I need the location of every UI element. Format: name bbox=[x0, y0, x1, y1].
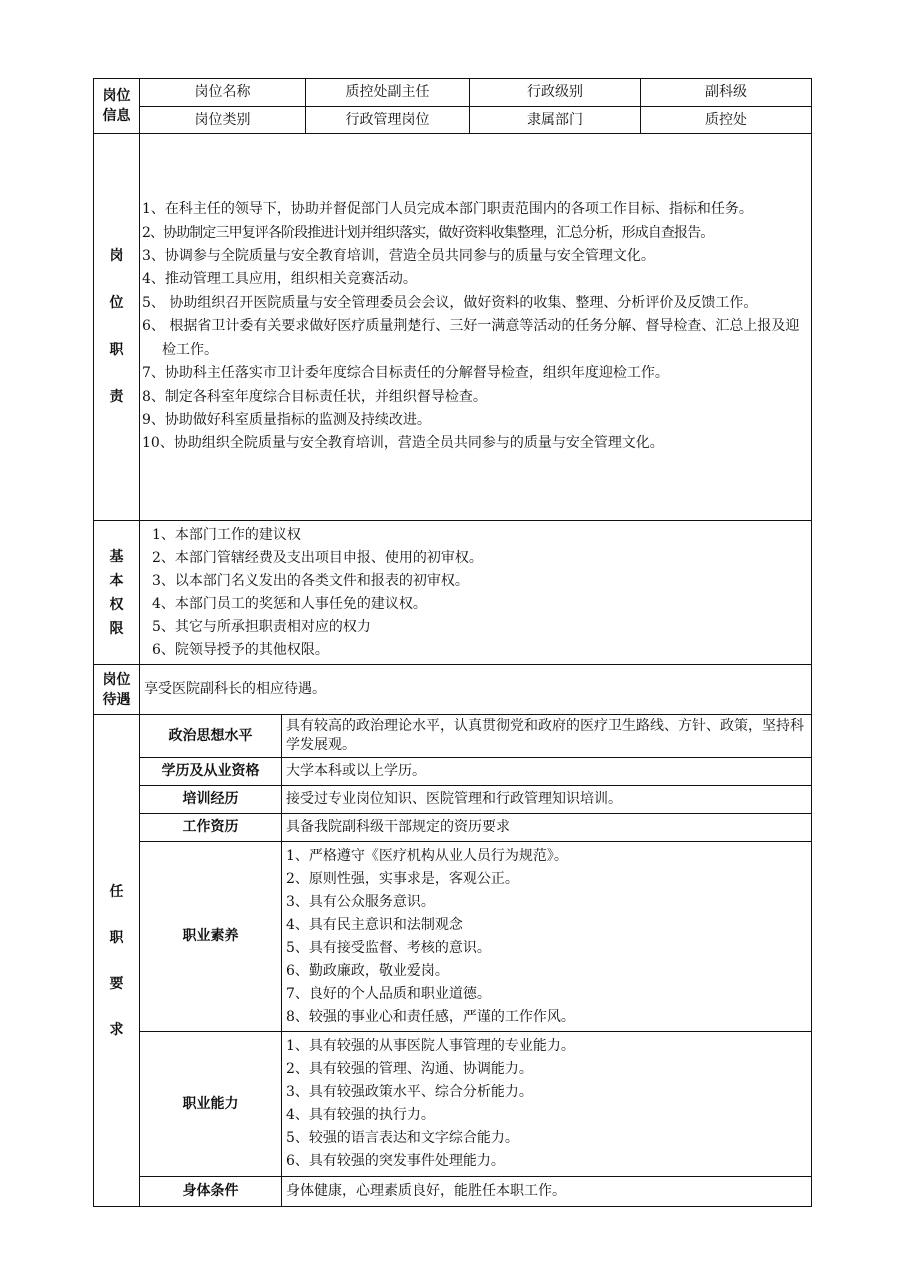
duty-item-4: 4、推动管理工具应用，组织相关竞赛活动。 bbox=[142, 271, 417, 288]
req-literacy-row bbox=[94, 842, 812, 1032]
req-ability-row bbox=[94, 1032, 812, 1177]
duty-item-3: 3、协调参与全院质量与安全教育培训，营造全员共同参与的质量与安全管理文化。 bbox=[142, 248, 655, 265]
info-row-1 bbox=[94, 79, 812, 107]
req-political-row bbox=[94, 715, 812, 758]
physical-text: 身体健康，心理素质良好，能胜任本职工作。 bbox=[282, 1177, 812, 1207]
right-item-5: 5、其它与所承担职责相对应的权力 bbox=[152, 618, 371, 635]
right-item-3: 3、以本部门名义发出的各类文件和报表的初审权。 bbox=[152, 572, 469, 589]
duty-item-8: 8、制定各科室年度综合目标责任状，并组织督导检查。 bbox=[142, 388, 487, 405]
admin-level-label: 行政级别 bbox=[470, 79, 641, 107]
education-label: 学历及从业资格 bbox=[140, 758, 282, 786]
benefits-header-line-1: 岗位 bbox=[102, 671, 131, 688]
position-category-label: 岗位类别 bbox=[140, 107, 306, 134]
duties-header-char-2: 位 bbox=[109, 295, 124, 311]
duty-item-10: 10、协助组织全院质量与安全教育培训，营造全员共同参与的质量与安全管理文化。 bbox=[142, 435, 664, 452]
rights-header bbox=[94, 521, 140, 665]
requirements-header-char-3: 要 bbox=[109, 975, 124, 992]
duties-cell bbox=[140, 134, 812, 521]
info-header-line-2: 信息 bbox=[102, 108, 131, 124]
ability-item-6: 6、具有较强的突发事件处理能力。 bbox=[286, 1153, 505, 1169]
department-value: 质控处 bbox=[641, 107, 812, 134]
duty-item-1: 1、在科主任的领导下，协助并督促部门人员完成本部门职责范围内的各项工作目标、指标和任务。 bbox=[142, 201, 753, 218]
rights-header-char-1: 基 bbox=[109, 548, 124, 565]
ability-item-4: 4、具有较强的执行力。 bbox=[286, 1107, 435, 1123]
duties-header-char-1: 岗 bbox=[109, 248, 124, 264]
rights-cell bbox=[140, 521, 812, 665]
experience-text: 具备我院副科级干部规定的资历要求 bbox=[282, 814, 812, 842]
literacy-item-6: 6、勤政廉政，敬业爱岗。 bbox=[286, 962, 449, 979]
education-text: 大学本科或以上学历。 bbox=[282, 758, 812, 786]
position-name-label: 岗位名称 bbox=[140, 79, 306, 107]
ability-item-5: 5、较强的语言表达和文字综合能力。 bbox=[286, 1130, 519, 1146]
political-text: 具有较高的政治理论水平，认真贯彻党和政府的医疗卫生路线、方针、政策，坚持科学发展观。 bbox=[282, 715, 812, 758]
rights-row bbox=[94, 521, 812, 665]
duties-header-char-4: 责 bbox=[109, 389, 124, 405]
rights-header-char-4: 限 bbox=[109, 620, 124, 637]
duty-item-7: 7、协助科主任落实市卫计委年度综合目标责任的分解督导检查，组织年度迎检工作。 bbox=[142, 365, 669, 382]
literacy-item-8: 8、较强的事业心和责任感，严谨的工作作风。 bbox=[286, 1008, 575, 1025]
requirements-header-char-2: 职 bbox=[109, 929, 124, 946]
experience-label: 工作资历 bbox=[140, 814, 282, 842]
rights-header-char-2: 本 bbox=[109, 572, 124, 589]
literacy-item-4: 4、具有民主意识和法制观念 bbox=[286, 916, 463, 933]
duties-header-char-3: 职 bbox=[109, 342, 124, 358]
requirements-header-char-4: 求 bbox=[109, 1021, 124, 1038]
position-category-value: 行政管理岗位 bbox=[306, 107, 470, 134]
duty-item-6: 6、 根据省卫计委有关要求做好医疗质量荆楚行、三好一满意等活动的任务分解、督导检查、汇总上报及迎检工作。 bbox=[142, 318, 800, 358]
benefits-row bbox=[94, 665, 812, 715]
duties-row bbox=[94, 134, 812, 521]
political-label: 政治思想水平 bbox=[140, 715, 282, 758]
benefits-header-line-2: 待遇 bbox=[102, 691, 131, 708]
ability-item-3: 3、具有较强政策水平、综合分析能力。 bbox=[286, 1084, 533, 1100]
job-description-table bbox=[93, 78, 812, 1207]
right-item-2: 2、本部门管辖经费及支出项目申报、使用的初审权。 bbox=[152, 549, 483, 566]
physical-label: 身体条件 bbox=[140, 1177, 282, 1207]
info-header bbox=[94, 79, 140, 134]
ability-item-2: 2、具有较强的管理、沟通、协调能力。 bbox=[286, 1061, 533, 1077]
benefits-header bbox=[94, 665, 140, 715]
ability-cell bbox=[282, 1032, 812, 1177]
department-label: 隶属部门 bbox=[470, 107, 641, 134]
literacy-item-3: 3、具有公众服务意识。 bbox=[286, 893, 435, 910]
benefits-text: 享受医院副科长的相应待遇。 bbox=[140, 665, 812, 715]
requirements-header bbox=[94, 715, 140, 1207]
duties-header bbox=[94, 134, 140, 521]
literacy-item-1: 1、严格遵守《医疗机构从业人员行为规范》。 bbox=[286, 847, 568, 864]
req-training-row bbox=[94, 786, 812, 814]
job-description-sheet bbox=[93, 78, 811, 1207]
literacy-item-7: 7、良好的个人品质和职业道德。 bbox=[286, 985, 491, 1002]
right-item-6: 6、院领导授予的其他权限。 bbox=[152, 641, 329, 658]
right-item-4: 4、本部门员工的奖惩和人事任免的建议权。 bbox=[152, 595, 427, 612]
training-label: 培训经历 bbox=[140, 786, 282, 814]
req-physical-row bbox=[94, 1177, 812, 1207]
literacy-item-5: 5、具有接受监督、考核的意识。 bbox=[286, 939, 491, 956]
ability-item-1: 1、具有较强的从事医院人事管理的专业能力。 bbox=[286, 1038, 575, 1054]
rights-header-char-3: 权 bbox=[109, 596, 124, 613]
literacy-label: 职业素养 bbox=[140, 842, 282, 1032]
admin-level-value: 副科级 bbox=[641, 79, 812, 107]
literacy-cell bbox=[282, 842, 812, 1032]
ability-label: 职业能力 bbox=[140, 1032, 282, 1177]
literacy-item-2: 2、原则性强，实事求是，客观公正。 bbox=[286, 870, 519, 887]
info-row-2 bbox=[94, 107, 812, 134]
req-experience-row bbox=[94, 814, 812, 842]
duty-item-5: 5、 协助组织召开医院质量与安全管理委员会会议，做好资料的收集、整理、分析评价及反馈工作。 bbox=[142, 294, 758, 311]
req-education-row bbox=[94, 758, 812, 786]
duty-item-9: 9、协助做好科室质量指标的监测及持续改进。 bbox=[142, 411, 431, 428]
requirements-header-char-1: 任 bbox=[109, 883, 124, 900]
position-name-value: 质控处副主任 bbox=[306, 79, 470, 107]
right-item-1: 1、本部门工作的建议权 bbox=[152, 526, 301, 543]
training-text: 接受过专业岗位知识、医院管理和行政管理知识培训。 bbox=[282, 786, 812, 814]
duty-item-2: 2、协助制定三甲复评各阶段推进计划并组织落实，做好资料收集整理，汇总分析，形成自查报告。 bbox=[142, 224, 714, 241]
info-header-line-1: 岗位 bbox=[102, 88, 131, 104]
